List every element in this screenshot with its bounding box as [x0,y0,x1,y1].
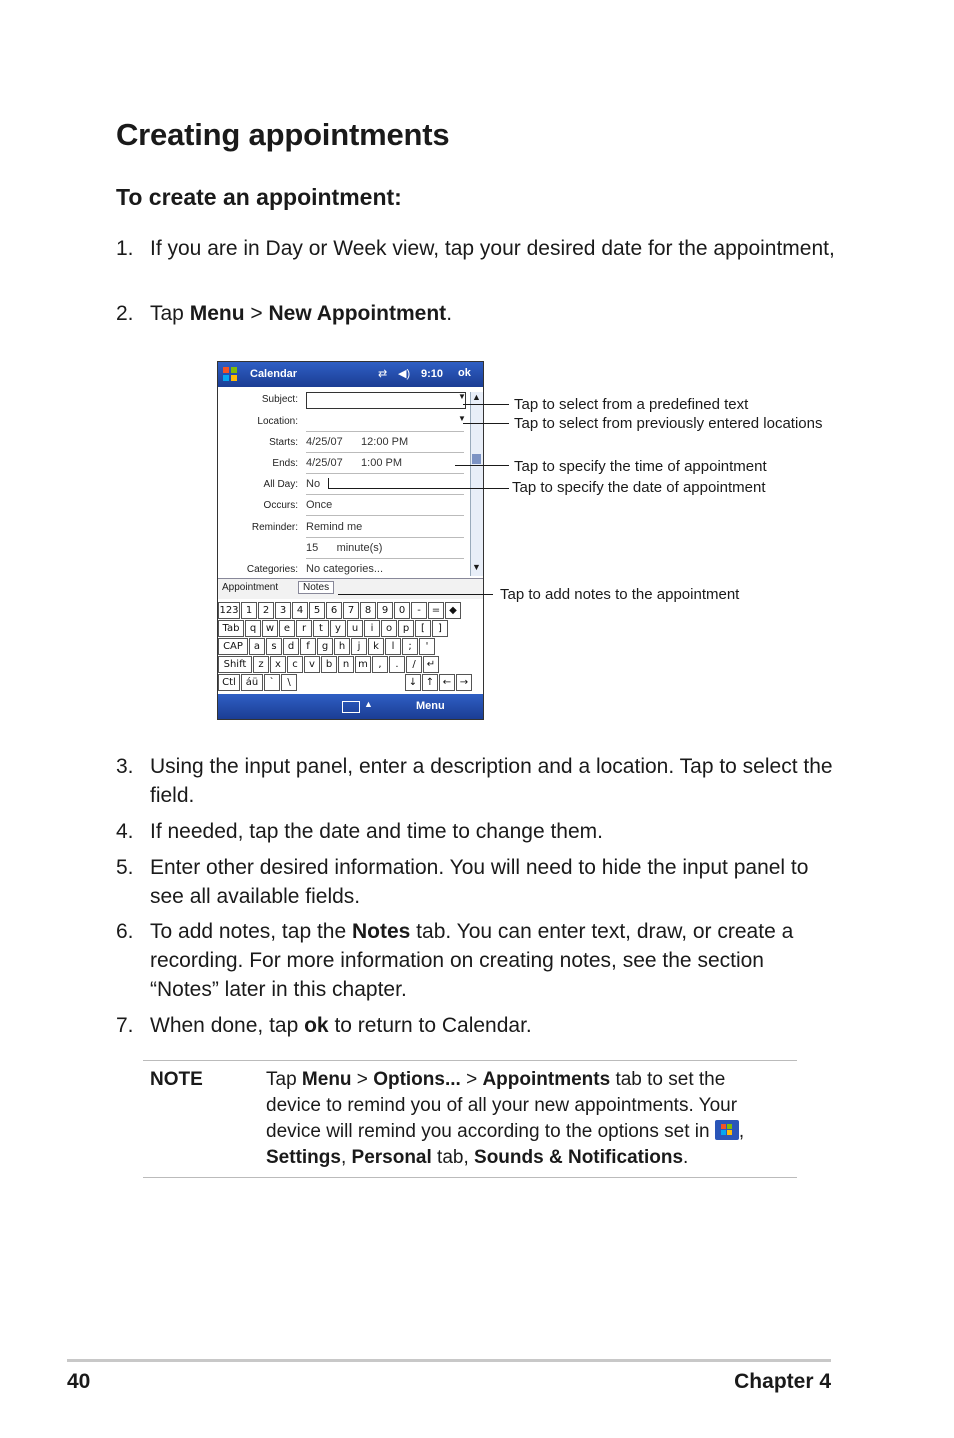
tab-appointment[interactable]: Appointment [222,582,279,593]
callout-line-date [328,488,509,489]
keyboard-key[interactable]: w [262,620,278,637]
keyboard-key[interactable]: a [249,638,265,655]
keyboard-row [218,656,440,673]
keyboard-key[interactable]: y [330,620,346,637]
callout-line-predefined [463,404,509,405]
keyboard-key[interactable]: ↵ [423,656,439,673]
field-occurs[interactable]: Occurs: Once [218,497,468,517]
callout-notes: Tap to add notes to the appointment [500,586,740,603]
field-location[interactable]: Location: [218,413,468,433]
device-screenshot [217,361,484,720]
connectivity-icon: ⇄ [378,368,388,380]
keyboard-key[interactable]: ] [432,620,448,637]
keyboard-key[interactable]: s [266,638,282,655]
step-5: 5. Enter other desired information. You will need to hide the input panel to see all available fields. [116,856,809,908]
tab-bar [218,578,483,599]
note-label: NOTE [150,1069,203,1090]
keyboard-key[interactable]: 0 [394,602,410,619]
field-reminder[interactable]: Reminder: Remind me [218,519,468,539]
keyboard-key[interactable]: l [385,638,401,655]
keyboard-key[interactable]: r [296,620,312,637]
keyboard-key[interactable]: p [398,620,414,637]
keyboard-key[interactable]: d [283,638,299,655]
keyboard-key[interactable]: z [253,656,269,673]
scroll-thumb[interactable] [472,454,481,464]
keyboard-row [218,602,462,619]
callout-line-notes [338,594,493,595]
callout-line-time [455,465,509,466]
app-title: Calendar [250,368,298,380]
step-2 [116,299,836,328]
field-all-day[interactable]: All Day: No [218,476,468,496]
section-subheading: To create an appointment: [116,184,402,210]
keyboard-key[interactable]: ` [264,674,280,691]
step-6: 6. To add notes, tap the Notes tab. You can enter text, draw, or create a recording. For more information on creating notes, see the section “Notes” later in this chapter. [116,920,794,1001]
keyboard-key[interactable]: k [368,638,384,655]
scrollbar[interactable] [470,392,483,576]
keyboard-key[interactable]: m [355,656,371,673]
keyboard-key[interactable]: , [372,656,388,673]
keyboard-key[interactable]: ' [419,638,435,655]
keyboard-key[interactable]: = [428,602,444,619]
keyboard-key[interactable]: Shift [218,656,252,673]
keyboard-key[interactable]: 5 [309,602,325,619]
keyboard-toggle-icon[interactable] [342,701,360,713]
step-4: 4. If needed, tap the date and time to change them. [116,820,603,843]
keyboard-key[interactable]: 1 [241,602,257,619]
keyboard-key[interactable]: c [287,656,303,673]
keyboard-key[interactable]: e [279,620,295,637]
field-categories[interactable]: Categories: No categories... [218,561,468,581]
callout-date: Tap to specify the date of appointment [512,479,766,496]
keyboard-key[interactable]: Ctl [218,674,240,691]
keyboard-key[interactable]: o [381,620,397,637]
keyboard-key[interactable]: 6 [326,602,342,619]
keyboard-key[interactable]: j [351,638,367,655]
keyboard-row [218,620,449,637]
volume-icon: ◀) [398,368,411,380]
step-1 [116,234,836,263]
clock: 9:10 [421,368,444,380]
keyboard-key[interactable]: n [338,656,354,673]
step-3: 3. Using the input panel, enter a description and a location. Tap to select the field. [116,755,833,807]
page-number: 40 [67,1370,91,1393]
step-text: If you are in Day or Week view, tap your desired date for the appointment, [150,237,835,260]
input-arrow-icon[interactable]: ▲ [364,699,373,709]
keyboard-key[interactable]: 9 [377,602,393,619]
title-bar [218,362,483,387]
keyboard-row [218,638,436,655]
location-dropdown-arrow-icon[interactable]: ▼ [458,414,466,423]
keyboard-key[interactable]: t [313,620,329,637]
callout-line-date-vertical [328,478,329,488]
keyboard-key[interactable]: ← [439,674,455,691]
callout-locations: Tap to select from previously entered locations [514,415,823,432]
keyboard-key[interactable]: q [245,620,261,637]
keyboard-key[interactable]: u [347,620,363,637]
tab-notes[interactable]: Notes [298,581,334,594]
callout-line-locations [463,423,509,424]
keyboard-row [218,674,473,691]
keyboard-key[interactable]: 8 [360,602,376,619]
callout-time: Tap to specify the time of appointment [514,458,767,475]
field-starts[interactable]: Starts: 4/25/07 12:00 PM [218,434,468,454]
footer-rule [67,1359,831,1362]
field-subject[interactable]: Subject: [218,391,468,411]
ok-button[interactable]: ok [458,367,471,379]
keyboard-key[interactable]: 123 [218,602,240,619]
keyboard-key[interactable]: ↓ [405,674,421,691]
step-7: 7. When done, tap ok to return to Calendar. [116,1014,532,1037]
keyboard-key[interactable]: h [334,638,350,655]
windows-start-icon [715,1120,739,1140]
scroll-down-icon[interactable]: ▼ [472,562,481,572]
keyboard-key[interactable]: 7 [343,602,359,619]
keyboard-key[interactable]: ↑ [422,674,438,691]
keyboard-key[interactable]: [ [415,620,431,637]
keyboard-key[interactable]: v [304,656,320,673]
note-divider-bottom [143,1177,797,1178]
step-text: Tap Menu > New Appointment. [150,302,453,325]
field-ends[interactable]: Ends: 4/25/07 1:00 PM [218,455,468,475]
scroll-up-icon[interactable]: ▲ [472,392,481,402]
keyboard-key[interactable]: b [321,656,337,673]
keyboard-key[interactable]: ; [402,638,418,655]
note-divider-top [143,1060,797,1061]
keyboard-key[interactable]: \ [281,674,297,691]
windows-start-icon [222,366,238,382]
step-number: 2. [116,302,134,325]
keyboard-key[interactable]: → [456,674,472,691]
keyboard-key[interactable]: áü [241,674,263,691]
page-title: Creating appointments [116,117,450,152]
keyboard-key[interactable]: x [270,656,286,673]
note-text: Tap Menu > Options... > Appointments tab to set the device to remind you of all your new appointments. Your device will remind you according to the options set in , Settings, Personal tab, Sounds & Notifications. [266,1069,745,1168]
keyboard-key[interactable]: 2 [258,602,274,619]
keyboard-key[interactable]: 3 [275,602,291,619]
keyboard-key[interactable]: - [411,602,427,619]
callout-predefined-text: Tap to select from a predefined text [514,396,749,413]
soft-keyboard [218,600,483,694]
keyboard-key[interactable]: . [389,656,405,673]
subject-dropdown-arrow-icon[interactable]: ▼ [458,392,466,401]
keyboard-key[interactable]: g [317,638,333,655]
keyboard-key[interactable]: i [364,620,380,637]
keyboard-key[interactable]: ◆ [445,602,461,619]
keyboard-key[interactable]: 4 [292,602,308,619]
menu-bar [218,694,483,719]
step-number: 1. [116,237,134,260]
keyboard-key[interactable]: / [406,656,422,673]
keyboard-key[interactable]: Tab [218,620,244,637]
keyboard-key[interactable]: CAP [218,638,248,655]
chapter-label: Chapter 4 [734,1370,831,1393]
keyboard-key[interactable]: f [300,638,316,655]
field-reminder-time[interactable]: 15 minute(s) [218,540,468,560]
menu-button[interactable]: Menu [416,700,445,712]
